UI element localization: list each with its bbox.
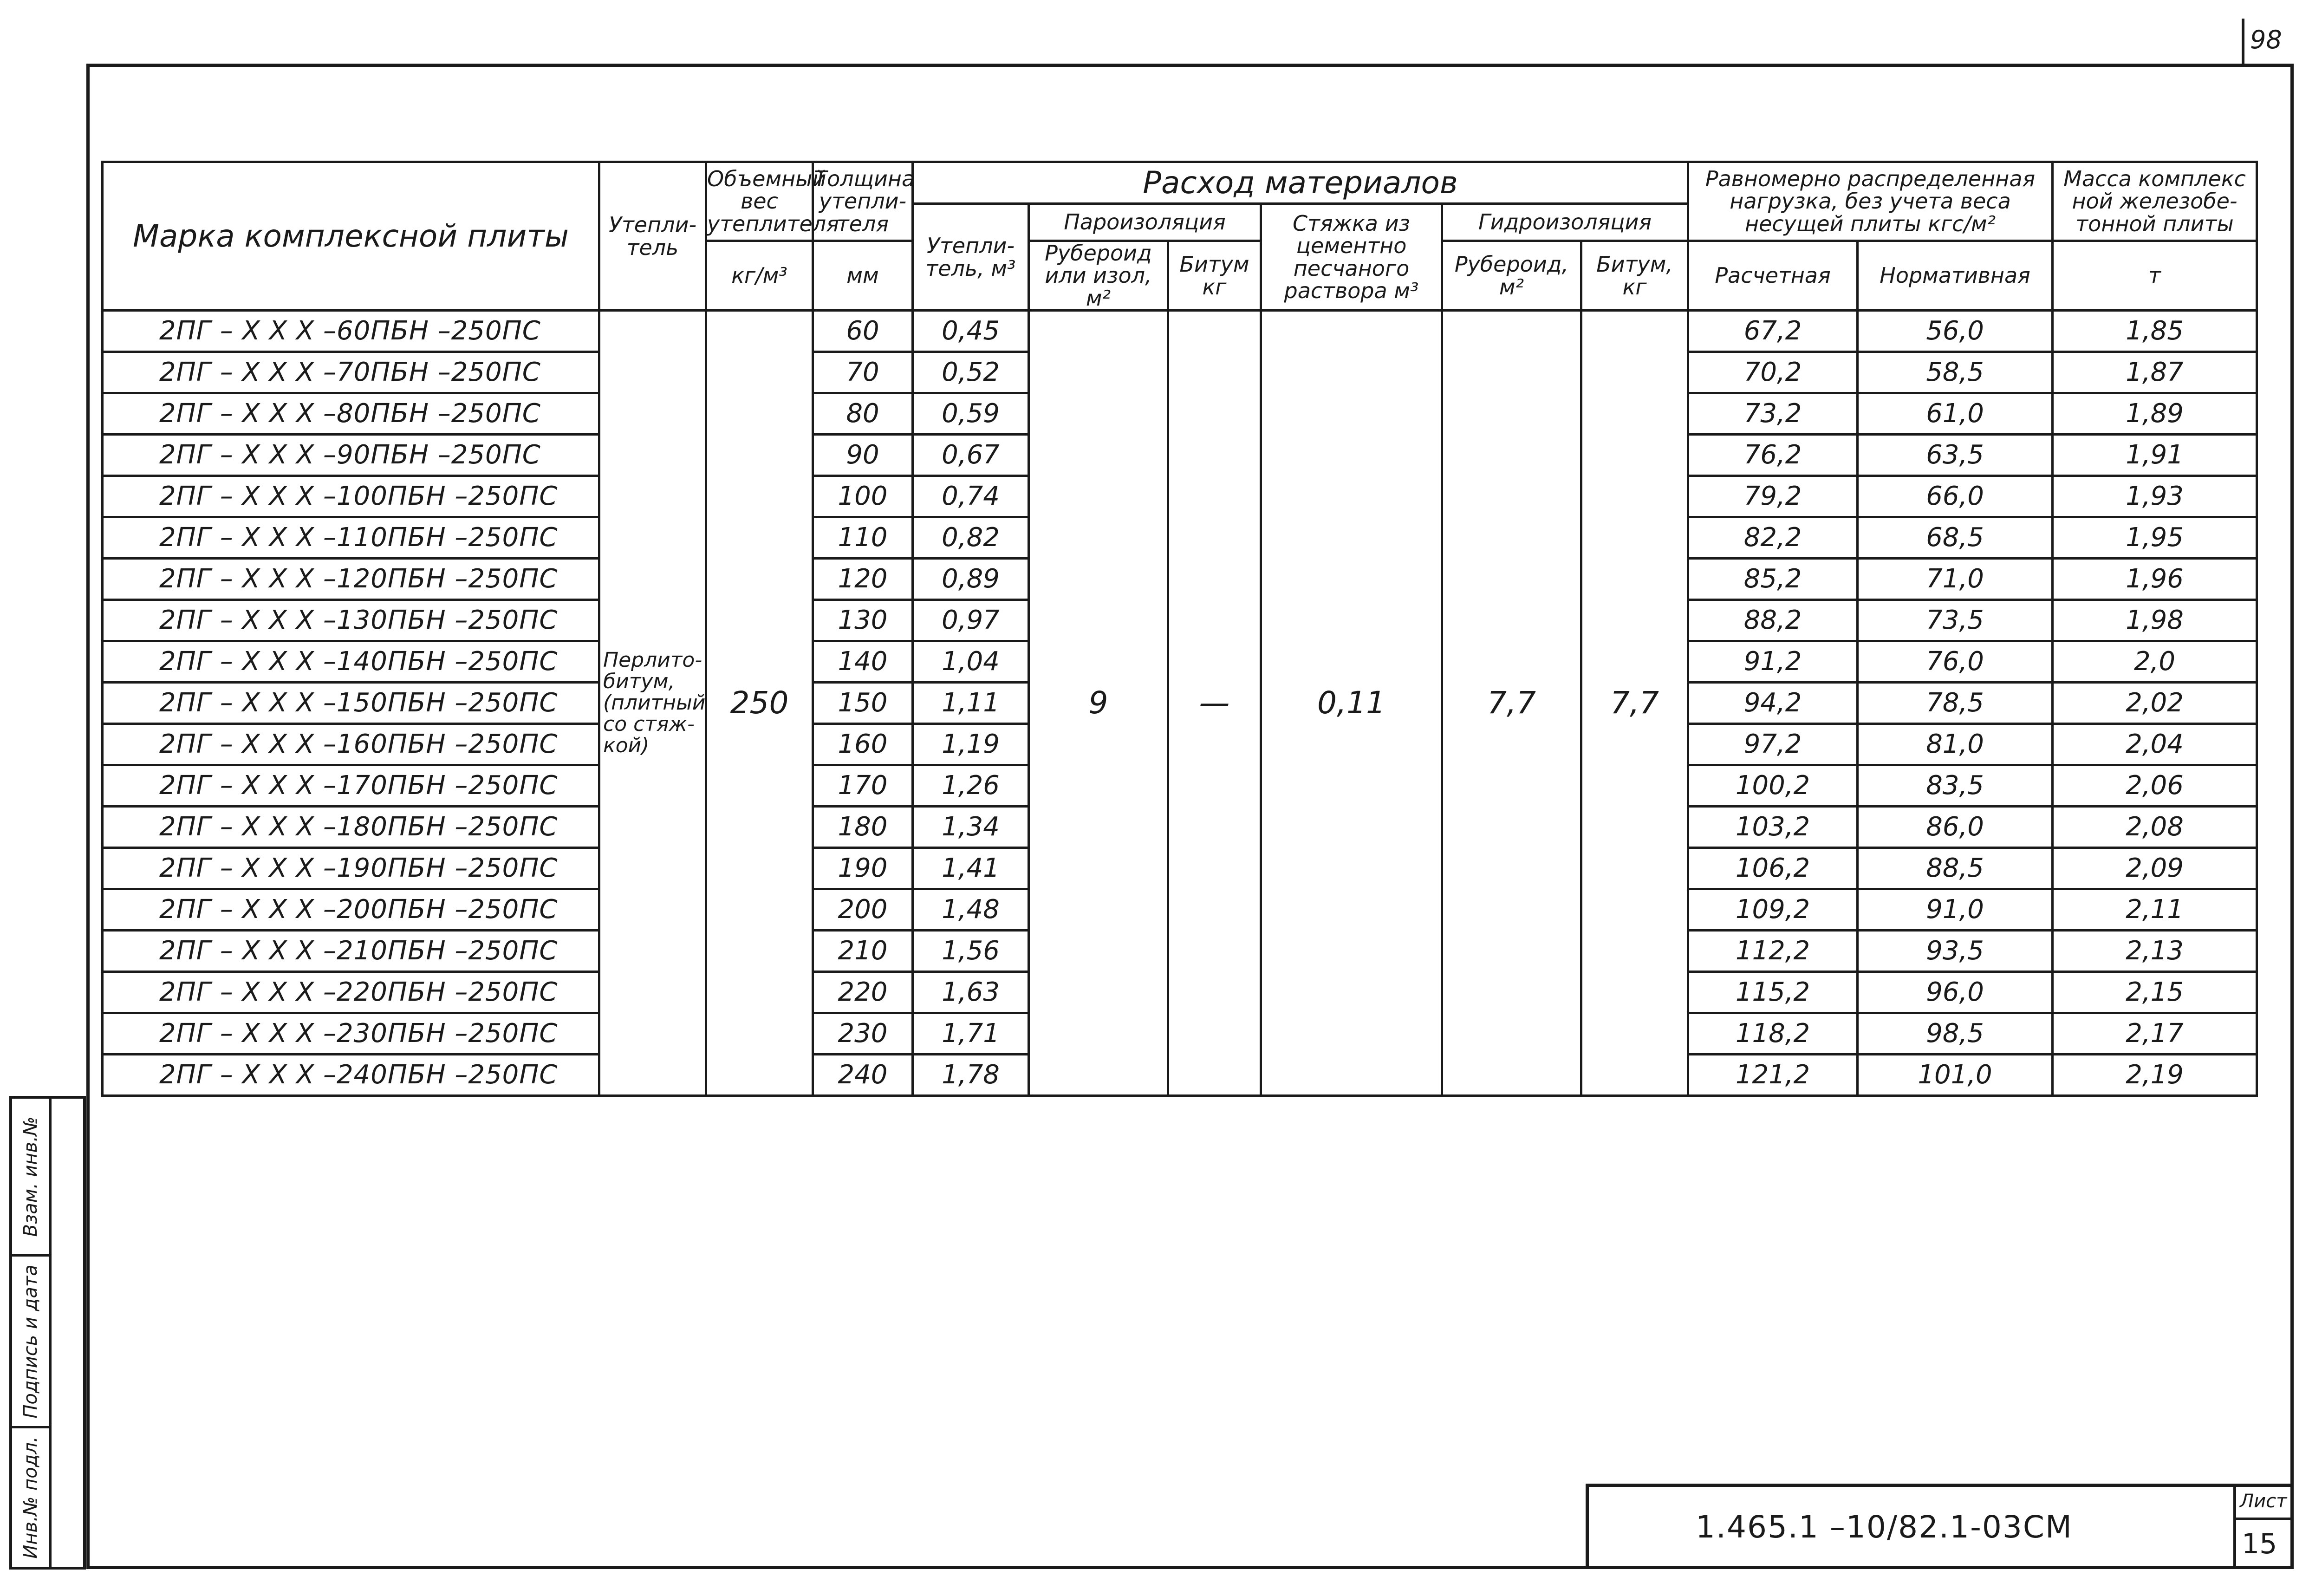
cell-load-normative: 91,0 xyxy=(1858,889,2053,931)
header-ruberoid: Рубероид, м² xyxy=(1442,241,1581,311)
sheet-box xyxy=(2233,1487,2294,1569)
cell-mark: 2ПГ – Х Х Х –190ПБН –250ПС xyxy=(103,848,599,889)
cell-mass: 2,19 xyxy=(2053,1055,2257,1096)
cell-thickness: 130 xyxy=(813,600,913,641)
cell-load-normative: 61,0 xyxy=(1858,393,2053,435)
header-bitumen: Битум кг xyxy=(1168,241,1261,311)
cell-mass: 2,04 xyxy=(2053,724,2257,765)
cell-thickness: 180 xyxy=(813,807,913,848)
header-normative: Нормативная xyxy=(1858,241,2053,311)
cell-thickness: 90 xyxy=(813,435,913,476)
title-block xyxy=(1586,1484,2294,1569)
cell-insulation-volume: 1,63 xyxy=(913,972,1029,1013)
cell-mass: 1,95 xyxy=(2053,517,2257,559)
cell-insulation-volume: 0,89 xyxy=(913,559,1029,600)
cell-insulation-volume: 0,82 xyxy=(913,517,1029,559)
header-mass-unit: т xyxy=(2053,241,2257,311)
cell-load-calc: 76,2 xyxy=(1688,435,1858,476)
stamp-inv-no xyxy=(12,1428,49,1567)
cell-mark: 2ПГ – Х Х Х –150ПБН –250ПС xyxy=(103,683,599,724)
sheet-number: 15 xyxy=(2242,1528,2277,1560)
header-consumption: Расход материалов xyxy=(913,162,1688,204)
cell-load-calc: 88,2 xyxy=(1688,600,1858,641)
cell-load-normative: 76,0 xyxy=(1858,641,2053,683)
cell-mass: 1,85 xyxy=(2053,311,2257,352)
header-bitumen2: Битум, кг xyxy=(1581,241,1688,311)
cell-thickness: 160 xyxy=(813,724,913,765)
cell-mark: 2ПГ – Х Х Х –110ПБН –250ПС xyxy=(103,517,599,559)
cell-load-calc: 118,2 xyxy=(1688,1013,1858,1055)
cell-load-normative: 88,5 xyxy=(1858,848,2053,889)
cell-load-calc: 82,2 xyxy=(1688,517,1858,559)
cell-thickness: 200 xyxy=(813,889,913,931)
cell-mark: 2ПГ – Х Х Х –140ПБН –250ПС xyxy=(103,641,599,683)
cell-thickness: 110 xyxy=(813,517,913,559)
stamp-divider xyxy=(49,1099,52,1567)
cell-thickness: 120 xyxy=(813,559,913,600)
cell-screed: 0,11 xyxy=(1261,311,1442,1096)
cell-water-ruberoid: 7,7 xyxy=(1442,311,1581,1096)
cell-load-normative: 56,0 xyxy=(1858,311,2053,352)
cell-load-calc: 73,2 xyxy=(1688,393,1858,435)
cell-mark: 2ПГ – Х Х Х –220ПБН –250ПС xyxy=(103,972,599,1013)
cell-load-calc: 94,2 xyxy=(1688,683,1858,724)
cell-mark: 2ПГ – Х Х Х –200ПБН –250ПС xyxy=(103,889,599,931)
cell-load-calc: 103,2 xyxy=(1688,807,1858,848)
cell-volume-weight: 250 xyxy=(706,311,813,1096)
cell-mark: 2ПГ – Х Х Х –230ПБН –250ПС xyxy=(103,1013,599,1055)
cell-mark: 2ПГ – Х Х Х –180ПБН –250ПС xyxy=(103,807,599,848)
cell-insulation-volume: 1,11 xyxy=(913,683,1029,724)
cell-mark: 2ПГ – Х Х Х –100ПБН –250ПС xyxy=(103,476,599,517)
header-mass: Масса комплекс ной железобе-тонной плиты xyxy=(2053,162,2257,241)
cell-load-calc: 91,2 xyxy=(1688,641,1858,683)
cell-load-calc: 97,2 xyxy=(1688,724,1858,765)
header-insulation-m3: Утепли-тель, м³ xyxy=(913,204,1029,311)
cell-water-bitumen: 7,7 xyxy=(1581,311,1688,1096)
cell-load-normative: 63,5 xyxy=(1858,435,2053,476)
sheet-label: Лист xyxy=(2240,1491,2287,1512)
stamp-inv-no-label: Инв.№ подл. xyxy=(20,1436,41,1559)
cell-mass: 2,15 xyxy=(2053,972,2257,1013)
cell-load-normative: 98,5 xyxy=(1858,1013,2053,1055)
header-screed: Стяжка из цементно песчаного раствора м³ xyxy=(1261,204,1442,311)
cell-thickness: 230 xyxy=(813,1013,913,1055)
cell-load-normative: 68,5 xyxy=(1858,517,2053,559)
cell-thickness: 70 xyxy=(813,352,913,393)
materials-table xyxy=(101,161,2258,1097)
stamp-signature xyxy=(12,1257,49,1428)
cell-load-calc: 106,2 xyxy=(1688,848,1858,889)
header-thickness: Толщина утепли-теля xyxy=(813,162,913,241)
cell-mass: 2,09 xyxy=(2053,848,2257,889)
cell-mark: 2ПГ – Х Х Х –160ПБН –250ПС xyxy=(103,724,599,765)
cell-insulation-volume: 0,45 xyxy=(913,311,1029,352)
cell-mass: 1,96 xyxy=(2053,559,2257,600)
sheet-divider xyxy=(2236,1518,2294,1520)
header-vapor-barrier: Пароизоляция xyxy=(1029,204,1261,241)
header-volume-weight: Объемный вес утеплителя xyxy=(706,162,813,241)
cell-load-normative: 83,5 xyxy=(1858,765,2053,807)
cell-load-calc: 109,2 xyxy=(1688,889,1858,931)
cell-mark: 2ПГ – Х Х Х –90ПБН –250ПС xyxy=(103,435,599,476)
cell-mass: 2,13 xyxy=(2053,931,2257,972)
header-load: Равномерно распределенная нагрузка, без учета веса несущей плиты кгс/м² xyxy=(1688,162,2053,241)
cell-mark: 2ПГ – Х Х Х –210ПБН –250ПС xyxy=(103,931,599,972)
cell-thickness: 100 xyxy=(813,476,913,517)
table-body xyxy=(103,311,2257,1096)
header-thickness-unit: мм xyxy=(813,241,913,311)
cell-load-normative: 58,5 xyxy=(1858,352,2053,393)
side-stamp xyxy=(9,1096,86,1570)
header-ruberoid-izol: Рубероид или изол, м² xyxy=(1029,241,1168,311)
cell-load-normative: 81,0 xyxy=(1858,724,2053,765)
cell-thickness: 80 xyxy=(813,393,913,435)
cell-load-calc: 121,2 xyxy=(1688,1055,1858,1096)
cell-thickness: 220 xyxy=(813,972,913,1013)
stamp-replace-inv xyxy=(12,1099,49,1257)
page-number: 98 xyxy=(2250,25,2282,54)
cell-load-normative: 66,0 xyxy=(1858,476,2053,517)
cell-mark: 2ПГ – Х Х Х –120ПБН –250ПС xyxy=(103,559,599,600)
cell-mass: 1,91 xyxy=(2053,435,2257,476)
cell-mass: 2,17 xyxy=(2053,1013,2257,1055)
cell-insulation-type: Перлито-битум, (плитный со стяж-кой) xyxy=(599,311,706,1096)
cell-mark: 2ПГ – Х Х Х –130ПБН –250ПС xyxy=(103,600,599,641)
cell-mark: 2ПГ – Х Х Х –60ПБН –250ПС xyxy=(103,311,599,352)
cell-load-normative: 78,5 xyxy=(1858,683,2053,724)
cell-load-calc: 100,2 xyxy=(1688,765,1858,807)
cell-insulation-volume: 1,19 xyxy=(913,724,1029,765)
cell-insulation-volume: 1,34 xyxy=(913,807,1029,848)
cell-vapor-ruberoid: 9 xyxy=(1029,311,1168,1096)
cell-load-calc: 79,2 xyxy=(1688,476,1858,517)
document-code: 1.465.1 –10/82.1-03СМ xyxy=(1696,1509,2073,1545)
header-volume-weight-unit: кг/м³ xyxy=(706,241,813,311)
cell-insulation-volume: 1,41 xyxy=(913,848,1029,889)
cell-load-normative: 71,0 xyxy=(1858,559,2053,600)
cell-insulation-volume: 0,59 xyxy=(913,393,1029,435)
cell-mass: 2,0 xyxy=(2053,641,2257,683)
cell-load-calc: 112,2 xyxy=(1688,931,1858,972)
cell-load-calc: 70,2 xyxy=(1688,352,1858,393)
cell-mark: 2ПГ – Х Х Х –80ПБН –250ПС xyxy=(103,393,599,435)
cell-load-calc: 67,2 xyxy=(1688,311,1858,352)
cell-thickness: 240 xyxy=(813,1055,913,1096)
stamp-replace-inv-label: Взам. инв.№ xyxy=(20,1116,41,1237)
table-row xyxy=(103,311,2257,352)
cell-thickness: 210 xyxy=(813,931,913,972)
stamp-signature-label: Подпись и дата xyxy=(20,1264,41,1419)
cell-insulation-volume: 1,71 xyxy=(913,1013,1029,1055)
header-calc: Расчетная xyxy=(1688,241,1858,311)
cell-load-normative: 96,0 xyxy=(1858,972,2053,1013)
cell-insulation-volume: 0,67 xyxy=(913,435,1029,476)
cell-mass: 2,02 xyxy=(2053,683,2257,724)
cell-load-normative: 93,5 xyxy=(1858,931,2053,972)
cell-insulation-volume: 0,97 xyxy=(913,600,1029,641)
cell-insulation-volume: 1,78 xyxy=(913,1055,1029,1096)
cell-thickness: 170 xyxy=(813,765,913,807)
cell-thickness: 190 xyxy=(813,848,913,889)
cell-thickness: 150 xyxy=(813,683,913,724)
cell-mark: 2ПГ – Х Х Х –170ПБН –250ПС xyxy=(103,765,599,807)
cell-mass: 1,89 xyxy=(2053,393,2257,435)
header-mark: Марка комплексной плиты xyxy=(103,162,599,311)
cell-mass: 2,06 xyxy=(2053,765,2257,807)
cell-insulation-volume: 1,04 xyxy=(913,641,1029,683)
cell-load-normative: 73,5 xyxy=(1858,600,2053,641)
cell-insulation-volume: 0,74 xyxy=(913,476,1029,517)
cell-load-normative: 86,0 xyxy=(1858,807,2053,848)
header-insulation: Утепли-тель xyxy=(599,162,706,311)
cell-insulation-volume: 0,52 xyxy=(913,352,1029,393)
cell-thickness: 60 xyxy=(813,311,913,352)
cell-insulation-volume: 1,26 xyxy=(913,765,1029,807)
cell-insulation-volume: 1,56 xyxy=(913,931,1029,972)
corner-tick xyxy=(2242,19,2244,65)
cell-mark: 2ПГ – Х Х Х –240ПБН –250ПС xyxy=(103,1055,599,1096)
cell-mass: 1,87 xyxy=(2053,352,2257,393)
header-waterproofing: Гидроизоляция xyxy=(1442,204,1688,241)
cell-mass: 2,11 xyxy=(2053,889,2257,931)
cell-mass: 2,08 xyxy=(2053,807,2257,848)
cell-mass: 1,98 xyxy=(2053,600,2257,641)
cell-load-normative: 101,0 xyxy=(1858,1055,2053,1096)
cell-mass: 1,93 xyxy=(2053,476,2257,517)
cell-load-calc: 85,2 xyxy=(1688,559,1858,600)
cell-mark: 2ПГ – Х Х Х –70ПБН –250ПС xyxy=(103,352,599,393)
cell-thickness: 140 xyxy=(813,641,913,683)
cell-insulation-volume: 1,48 xyxy=(913,889,1029,931)
cell-load-calc: 115,2 xyxy=(1688,972,1858,1013)
cell-vapor-bitumen: — xyxy=(1168,311,1261,1096)
